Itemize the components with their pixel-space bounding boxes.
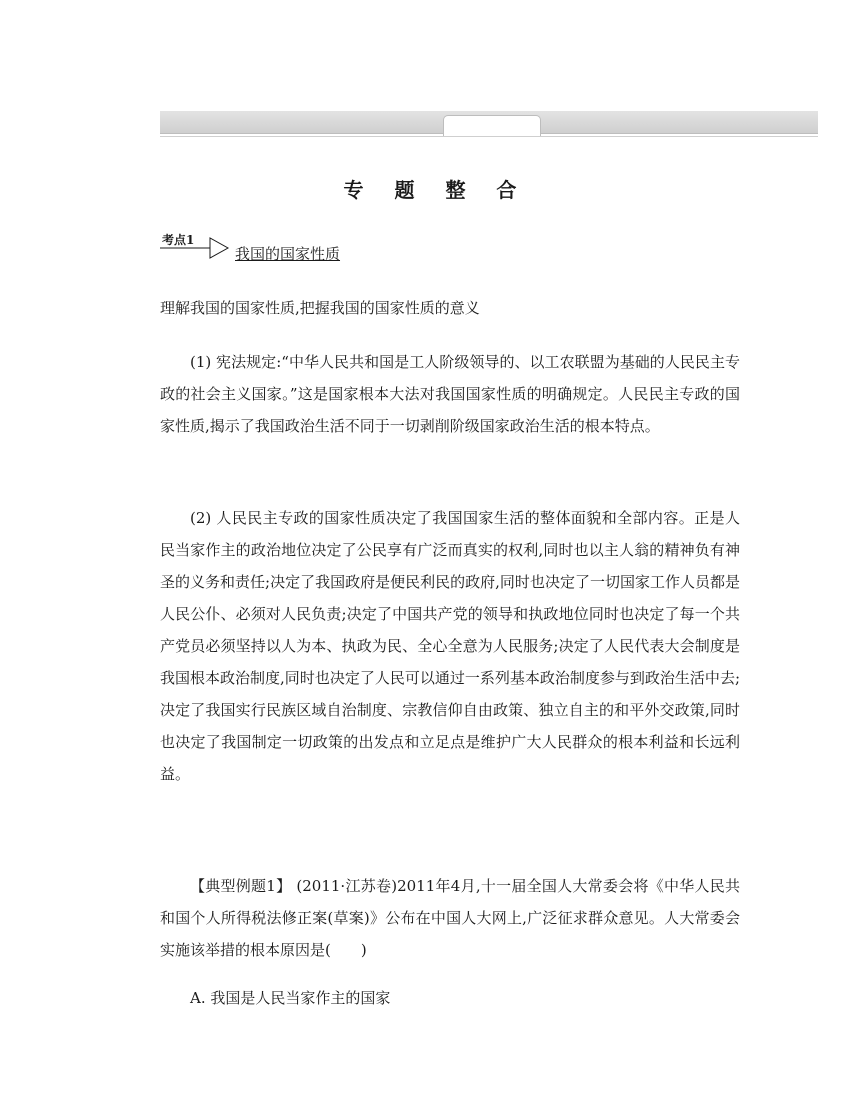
example-label: 【典型例题1】: [190, 877, 292, 895]
kaodian-marker: [160, 232, 380, 266]
page-title: 专 题 整 合: [343, 178, 529, 202]
example-question: [160, 870, 740, 966]
paragraph-1: (1) 宪法规定:“中华人民共和国是工人阶级领导的、以工农联盟为基础的人民民主专政的社会主义国家。”这是国家根本大法对我国国家性质的明确规定。人民民主专政的国家性质,揭示了我国政治生活不同于一切剥削阶级国家政治生活的根本特点。: [160, 353, 740, 435]
paragraph-2: (2) 人民民主专政的国家性质决定了我国国家生活的整体面貌和全部内容。正是人民当家作主的政治地位决定了公民享有广泛而真实的权利,同时也以主人翁的精神负有神圣的义务和责任;决定了我国政府是便民利民的政府,同时也决定了一切国家工作人员都是人民公仆、必须对人民负责;决定了中国共产党的领导和执政地位同时也决定了每一个共产党员必须坚持以人为本、执政为民、全心全意为人民服务;决定了人民代表大会制度是我国根本政治制度,同时也决定了人民可以通过一系列基本政治制度参与到政治生活中去;决定了我国实行民族区域自治制度、宗教信仰自由政策、独立自主的和平外交政策,同时也决定了我国制定一切政策的出发点和立足点是维护广大人民群众的根本利益和长远利益。: [160, 509, 740, 783]
option-a[interactable]: A. 我国是人民当家作主的国家: [190, 989, 391, 1007]
kaodian-label: 考点1: [162, 233, 195, 247]
intro-text: 理解我国的国家性质,把握我国的国家性质的意义: [160, 299, 480, 317]
kaodian-title: 我国的国家性质: [235, 245, 341, 263]
page-header-tab: [443, 115, 541, 136]
example-text: (2011·江苏卷)2011年4月,十一届全国人大常委会将《中华人民共和国个人所得税法修正案(草案)》公布在中国人大网上,广泛征求群众意见。人大常委会实施该举措的根本原因是( ): [160, 877, 740, 959]
page-header-rule: [160, 136, 818, 137]
